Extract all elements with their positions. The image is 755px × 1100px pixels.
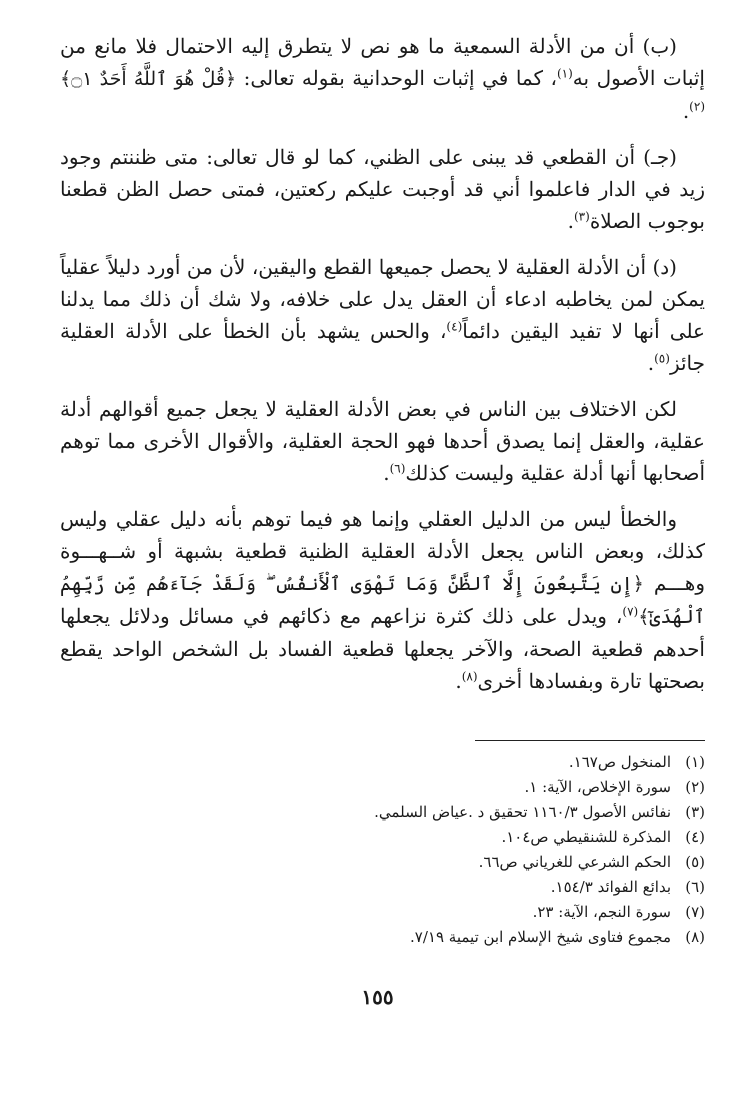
footnote-ref-3[interactable]: (٣) bbox=[573, 209, 590, 224]
footnote-number: (٥) bbox=[685, 853, 705, 871]
paragraph-disagreement bbox=[60, 393, 705, 489]
footnote-ref-2[interactable]: (٢) bbox=[689, 99, 705, 114]
footnote-ref-5[interactable]: (٥) bbox=[654, 351, 670, 366]
footnote-number: (٦) bbox=[685, 878, 705, 896]
footnote-item bbox=[60, 800, 705, 825]
footnotes bbox=[60, 750, 705, 950]
footnote-ref-4[interactable]: (٤) bbox=[446, 319, 463, 334]
text-run: ، والحس يشهد بأن الخطأ على الأدلة العقلية جائز bbox=[60, 319, 705, 375]
text-run: والخطأ ليس من الدليل العقلي وإنما هو فيما توهم بأنه دليل عقلي وليس كذلك، وبعض الناس يجعل الأدلة العقلية الظنية قطعية بشبهة أو شــهـــوة وهـــم bbox=[60, 507, 705, 595]
text-run: . bbox=[682, 99, 690, 123]
main-text bbox=[60, 30, 705, 711]
footnote-item bbox=[60, 925, 705, 950]
footnote-item bbox=[60, 900, 705, 925]
footnote-text: نفائس الأصول ١١٦٠/٣ تحقيق د .عياض السلمي. bbox=[374, 803, 671, 821]
quran-verse: ﴿قُلْ هُوَ ٱللَّهُ أَحَدٌ ۝١﴾ bbox=[60, 68, 237, 90]
footnote-text: سورة النجم، الآية: ٢٣. bbox=[532, 903, 671, 921]
text-run: . bbox=[383, 461, 390, 485]
page-number: ١٥٥ bbox=[361, 985, 394, 1009]
footnote-ref-1[interactable]: (١) bbox=[556, 66, 573, 81]
footnote-item bbox=[60, 850, 705, 875]
footnote-ref-7[interactable]: (٧) bbox=[622, 604, 639, 619]
text-run: (جـ) أن القطعي قد يبنى على الظني، كما لو قال تعالى: متى ظننتم وجود زيد في الدار فاعلموا أني قد أوجبت عليكم ركعتين، فمتى حصل الظن قطعنا بوجوب الصلاة bbox=[60, 145, 705, 233]
footnote-item bbox=[60, 825, 705, 850]
paragraph-error bbox=[60, 503, 705, 697]
text-run: . bbox=[647, 351, 655, 375]
footnote-number: (٤) bbox=[685, 828, 705, 846]
footnote-text: بدائع الفوائد ١٥٤/٣. bbox=[550, 878, 671, 896]
text-run: (د) أن الأدلة العقلية لا يحصل جميعها القطع واليقين، لأن من أورد دليلاً عقلياً يمكن لمن يخاطبه ادعاء أن العقل يدل على خلافه، ولا شك أن ذلك مما يدلنا على أنها لا تفيد اليقين دائماً bbox=[60, 255, 705, 343]
footnote-ref-6[interactable]: (٦) bbox=[389, 461, 406, 476]
footnote-item bbox=[60, 875, 705, 900]
footnote-item bbox=[60, 775, 705, 800]
footnote-text: المنخول ص١٦٧. bbox=[568, 753, 671, 771]
footnote-divider bbox=[475, 740, 705, 741]
footnote-text: سورة الإخلاص، الآية: ١. bbox=[524, 778, 671, 796]
footnote-number: (٣) bbox=[685, 803, 705, 821]
footnote-text: الحكم الشرعي للغرياني ص٦٦. bbox=[478, 853, 671, 871]
footnote-text: المذكرة للشنقيطي ص١٠٤. bbox=[501, 828, 671, 846]
paragraph-b bbox=[60, 30, 705, 127]
text-run: لكن الاختلاف بين الناس في بعض الأدلة العقلية لا يجعل جميع أقوالهم أدلة عقلية، والعقل إنما يصدق أحدها فهو الحجة العقلية، والأقوال الأخرى مما توهم أصحابها أنها أدلة عقلية وليست كذلك bbox=[60, 397, 705, 485]
text-run: . bbox=[455, 669, 462, 693]
quran-verse: ﴿إِن يَتَّبِعُونَ إِلَّا ٱلظَّنَّ وَمَا تَهْوَى ٱلْأَنفُسُ ۖ وَلَقَدْ جَآءَهُم مِّن رَّبِّهِمُ ٱلْهُدَىٰٓ﴾ bbox=[60, 573, 705, 628]
footnote-ref-8[interactable]: (٨) bbox=[461, 669, 478, 684]
footnote-number: (٧) bbox=[685, 903, 705, 921]
paragraph-jeem bbox=[60, 141, 705, 237]
text-run: ، ويدل على ذلك كثرة نزاعهم مع ذكائهم في مسائل ودلائل يجعلها أحدهم قطعية الصحة، والآخر يجعلها قطعية الفساد بل الشخص الواحد يقطع بصحتها تارة وبفسادها أخرى bbox=[60, 604, 705, 693]
footnote-item bbox=[60, 750, 705, 775]
text-run: (ب) أن من الأدلة السمعية ما هو نص لا يتطرق إليه الاحتمال فلا مانع من إثبات الأصول به bbox=[60, 34, 705, 90]
footnote-text: مجموع فتاوى شيخ الإسلام ابن تيمية ٧/١٩. bbox=[410, 928, 671, 946]
text-run: . bbox=[567, 209, 574, 233]
footnote-number: (١) bbox=[685, 753, 705, 771]
paragraph-dal bbox=[60, 251, 705, 379]
text-run: ، كما في إثبات الوحدانية بقوله تعالى: bbox=[236, 66, 557, 90]
footnote-number: (٨) bbox=[685, 928, 705, 946]
footnote-number: (٢) bbox=[685, 778, 705, 796]
